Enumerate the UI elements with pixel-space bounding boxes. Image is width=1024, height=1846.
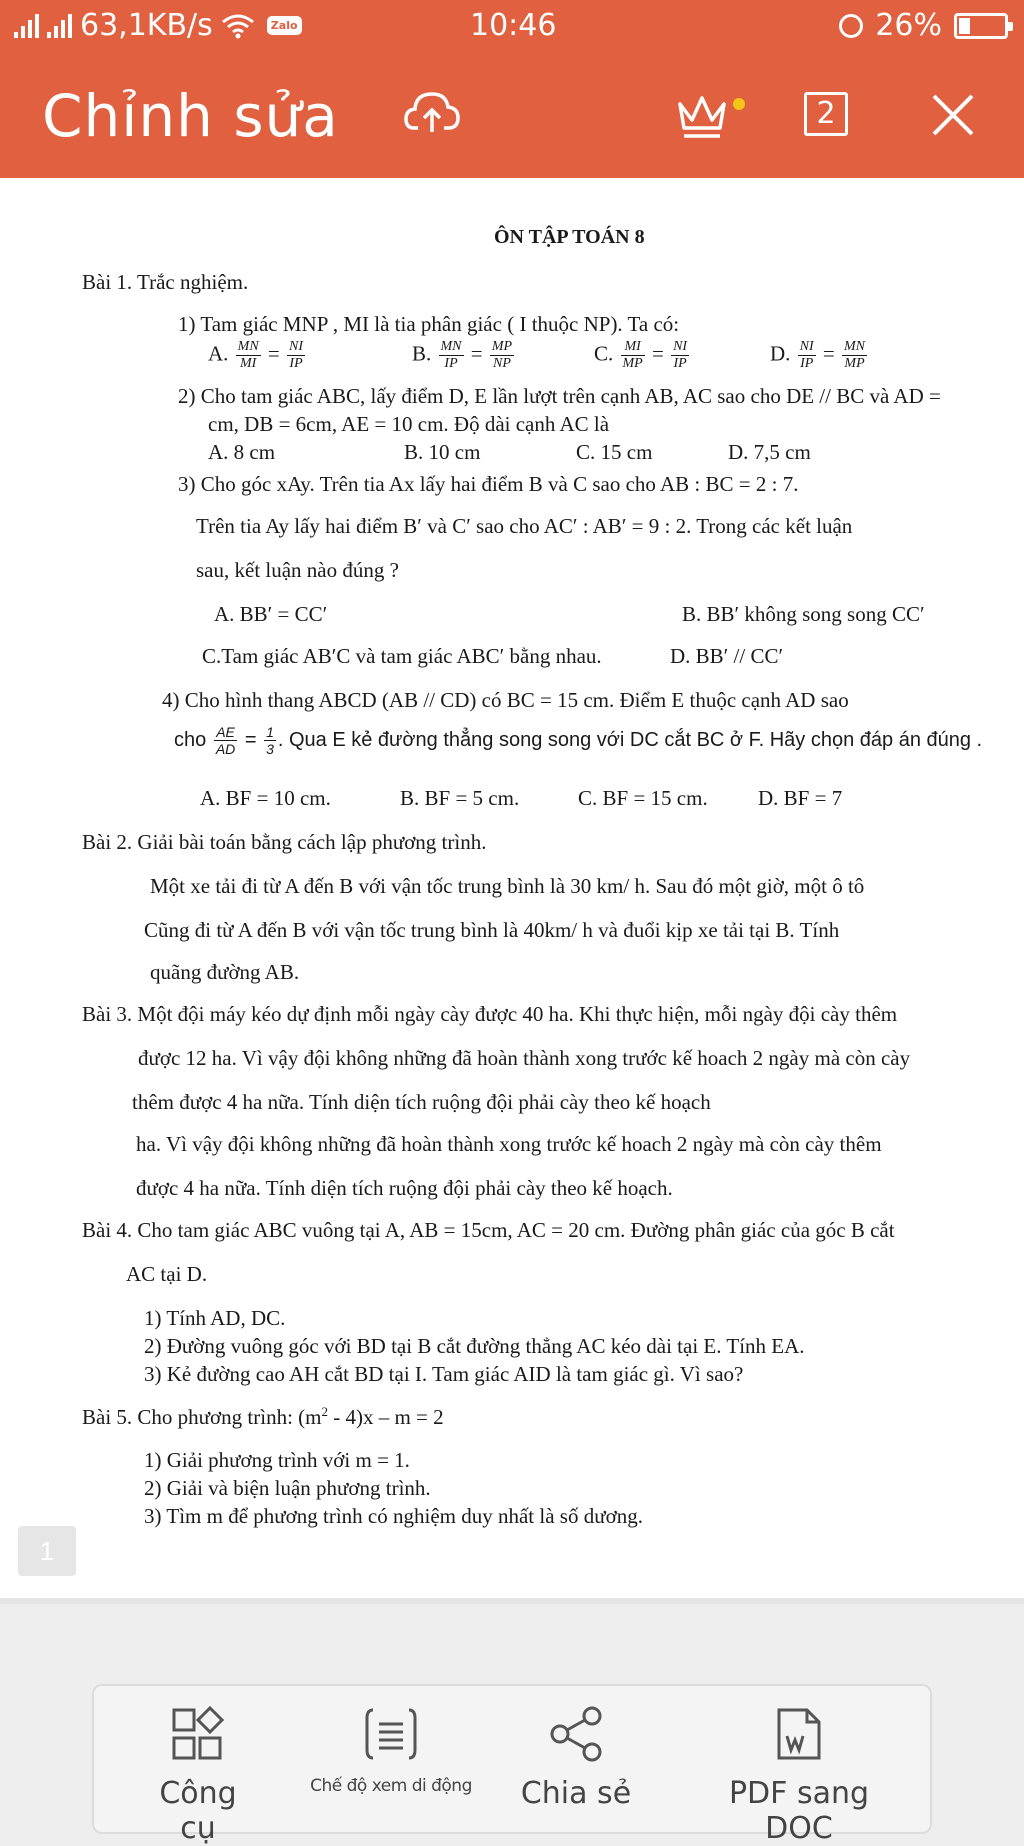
wifi-icon: [221, 13, 255, 39]
pdf-to-doc-icon: [771, 1706, 827, 1762]
cloud-upload-icon[interactable]: [404, 88, 460, 136]
battery-icon: [954, 13, 1008, 39]
bai4-item: 3) Kẻ đường cao AH cắt BD tại I. Tam giác AID là tam giác gì. Vì sao?: [144, 1362, 744, 1386]
q3-line3: sau, kết luận nào đúng ?: [196, 558, 399, 582]
bai2-line: Cũng đi từ A đến B với vận tốc trung bình là 40km/ h và đuổi kịp xe tải tại B. Tính: [144, 918, 840, 942]
page-title: Chỉnh sửa: [42, 82, 339, 150]
tools-button[interactable]: [138, 1706, 258, 1846]
bai5-heading: Bài 5. Cho phương trình: $(m^2 - 4)x - m = 2$: [82, 1404, 444, 1429]
q3-option-b[interactable]: B. BB′ không song song CC′: [682, 602, 925, 626]
q1-text: 1) Tam giác MNP , MI là tia phân giác ( I thuộc NP). Ta có:: [178, 312, 680, 336]
q3-option-d[interactable]: D. BB′ // CC′: [670, 644, 784, 668]
bai2-line: Một xe tải đi từ A đến B với vận tốc trung bình là 30 km/ h. Sau đó một giờ, một ô tô: [150, 874, 865, 898]
share-icon: [548, 1706, 604, 1762]
pdf-to-doc-label: PDF sang DOC: [728, 1776, 870, 1846]
q4-line2: cho $\frac{AE}{AD}$ = $\frac{1}{3}$ . Qua E kẻ đường thẳng song song với DC cắt BC ở F. Hãy chọn đáp án đúng .: [174, 724, 983, 757]
bai4-item: 2) Đường vuông góc với BD tại B cắt đường thẳng AC kéo dài tại E. Tính EA.: [144, 1334, 805, 1358]
q1-option-b[interactable]: B. $\frac{MN}{IP}$ = $\frac{MP}{NP}$: [412, 339, 513, 371]
bai3-line: được 12 ha. Vì vậy đội không những đã hoàn thành xong trước kế hoach 2 ngày mà còn cày: [138, 1046, 911, 1070]
clock: 10:46: [470, 8, 557, 43]
bai3-line: thêm được 4 ha nữa. Tính diện tích ruộng đội phải cày theo kế hoạch: [132, 1090, 711, 1114]
q1-option-d[interactable]: D. $\frac{NI}{IP}$ = $\frac{MN}{MP}$: [770, 339, 866, 371]
q2-option-b[interactable]: B. 10 cm: [404, 440, 481, 464]
bai5-item: 1) Giải phương trình với m = 1.: [144, 1448, 410, 1472]
mobile-view-icon: [363, 1706, 419, 1762]
tools-label: Công cụ: [159, 1776, 237, 1846]
bai3-line: Bài 3. Một đội máy kéo dự định mỗi ngày cày được 40 ha. Khi thực hiện, mỗi ngày đội cày thêm: [82, 1002, 898, 1026]
q3-line2: Trên tia Ay lấy hai điểm B′ và C′ sao cho AC′ : AB′ = 9 : 2. Trong các kết luận: [196, 514, 853, 538]
status-bar: [0, 0, 1024, 52]
q1-option-a[interactable]: A. $\frac{MN}{MI}$ = $\frac{NI}{IP}$: [208, 339, 304, 371]
share-label: Chia sẻ: [520, 1776, 632, 1811]
bai3-line: ha. Vì vậy đội không những đã hoàn thành xong trước kế hoach 2 ngày mà còn cày thêm: [136, 1132, 882, 1156]
close-icon[interactable]: [930, 92, 976, 138]
q2-line2: cm, DB = 6cm, AE = 10 cm. Độ dài cạnh AC là: [208, 412, 610, 436]
battery-percent: 26%: [875, 8, 942, 43]
app-header: [0, 0, 1024, 178]
crown-icon[interactable]: [676, 94, 750, 140]
bai1-heading: Bài 1. Trắc nghiệm.: [82, 270, 249, 294]
q4-option-b[interactable]: B. BF = 5 cm.: [400, 786, 520, 810]
bottom-area: [0, 1598, 1024, 1846]
bai2-heading: Bài 2. Giải bài toán bằng cách lập phương trình.: [82, 830, 487, 854]
bai5-item: 2) Giải và biện luận phương trình.: [144, 1476, 431, 1500]
q4-option-a[interactable]: A. BF = 10 cm.: [200, 786, 331, 810]
mobile-view-button[interactable]: [306, 1706, 476, 1796]
bai4-line: AC tại D.: [126, 1262, 208, 1286]
document-page[interactable]: [0, 178, 1024, 1598]
q4-line1: 4) Cho hình thang ABCD (AB // CD) có BC = 15 cm. Điểm E thuộc cạnh AD sao: [162, 688, 849, 712]
bai2-line: quãng đường AB.: [150, 960, 300, 984]
bai5-item: 3) Tìm m để phương trình có nghiệm duy nhất là số dương.: [144, 1504, 643, 1528]
q2-line1: 2) Cho tam giác ABC, lấy điểm D, E lần lượt trên cạnh AB, AC sao cho DE // BC và AD =: [178, 384, 941, 408]
q2-option-c[interactable]: C. 15 cm: [576, 440, 653, 464]
q3-option-a[interactable]: A. BB′ = CC′: [214, 602, 328, 626]
mobile-view-label: Chế độ xem di động: [310, 1776, 472, 1796]
share-button[interactable]: [506, 1706, 646, 1811]
pdf-to-doc-button[interactable]: [694, 1706, 904, 1846]
q4-option-c[interactable]: C. BF = 15 cm.: [578, 786, 708, 810]
bottom-toolbar: [92, 1684, 932, 1846]
alarm-icon: [839, 14, 863, 38]
page-count-icon[interactable]: 2: [804, 92, 848, 136]
q2-option-d[interactable]: D. 7,5 cm: [728, 440, 811, 464]
bai3-line: được 4 ha nữa. Tính diện tích ruộng đội phải cày theo kế hoạch.: [136, 1176, 673, 1200]
q3-line1: 3) Cho góc xAy. Trên tia Ax lấy hai điểm B và C sao cho AB : BC = 2 : 7.: [178, 472, 799, 496]
bai4-line: Bài 4. Cho tam giác ABC vuông tại A, AB = 15cm, AC = 20 cm. Đường phân giác của góc B cắt: [82, 1218, 895, 1242]
q3-option-c[interactable]: C.Tam giác AB′C và tam giác ABC′ bằng nhau.: [202, 644, 602, 668]
q2-option-a[interactable]: A. 8 cm: [208, 440, 276, 464]
signal-icon-2: [47, 14, 72, 38]
signal-icon: [14, 14, 39, 38]
battery-fill: [959, 18, 970, 34]
q1-option-c[interactable]: C. $\frac{MI}{MP}$ = $\frac{NI}{IP}$: [594, 339, 688, 371]
q4-option-d[interactable]: D. BF = 7: [758, 786, 843, 810]
zalo-icon: Zalo: [267, 16, 302, 35]
page-number-badge: 1: [18, 1526, 76, 1576]
tools-grid-icon: [170, 1706, 226, 1762]
document-title: ÔN TẬP TOÁN 8: [494, 226, 645, 248]
bai4-item: 1) Tính AD, DC.: [144, 1306, 286, 1330]
network-speed: 63,1KB/s: [80, 8, 213, 43]
